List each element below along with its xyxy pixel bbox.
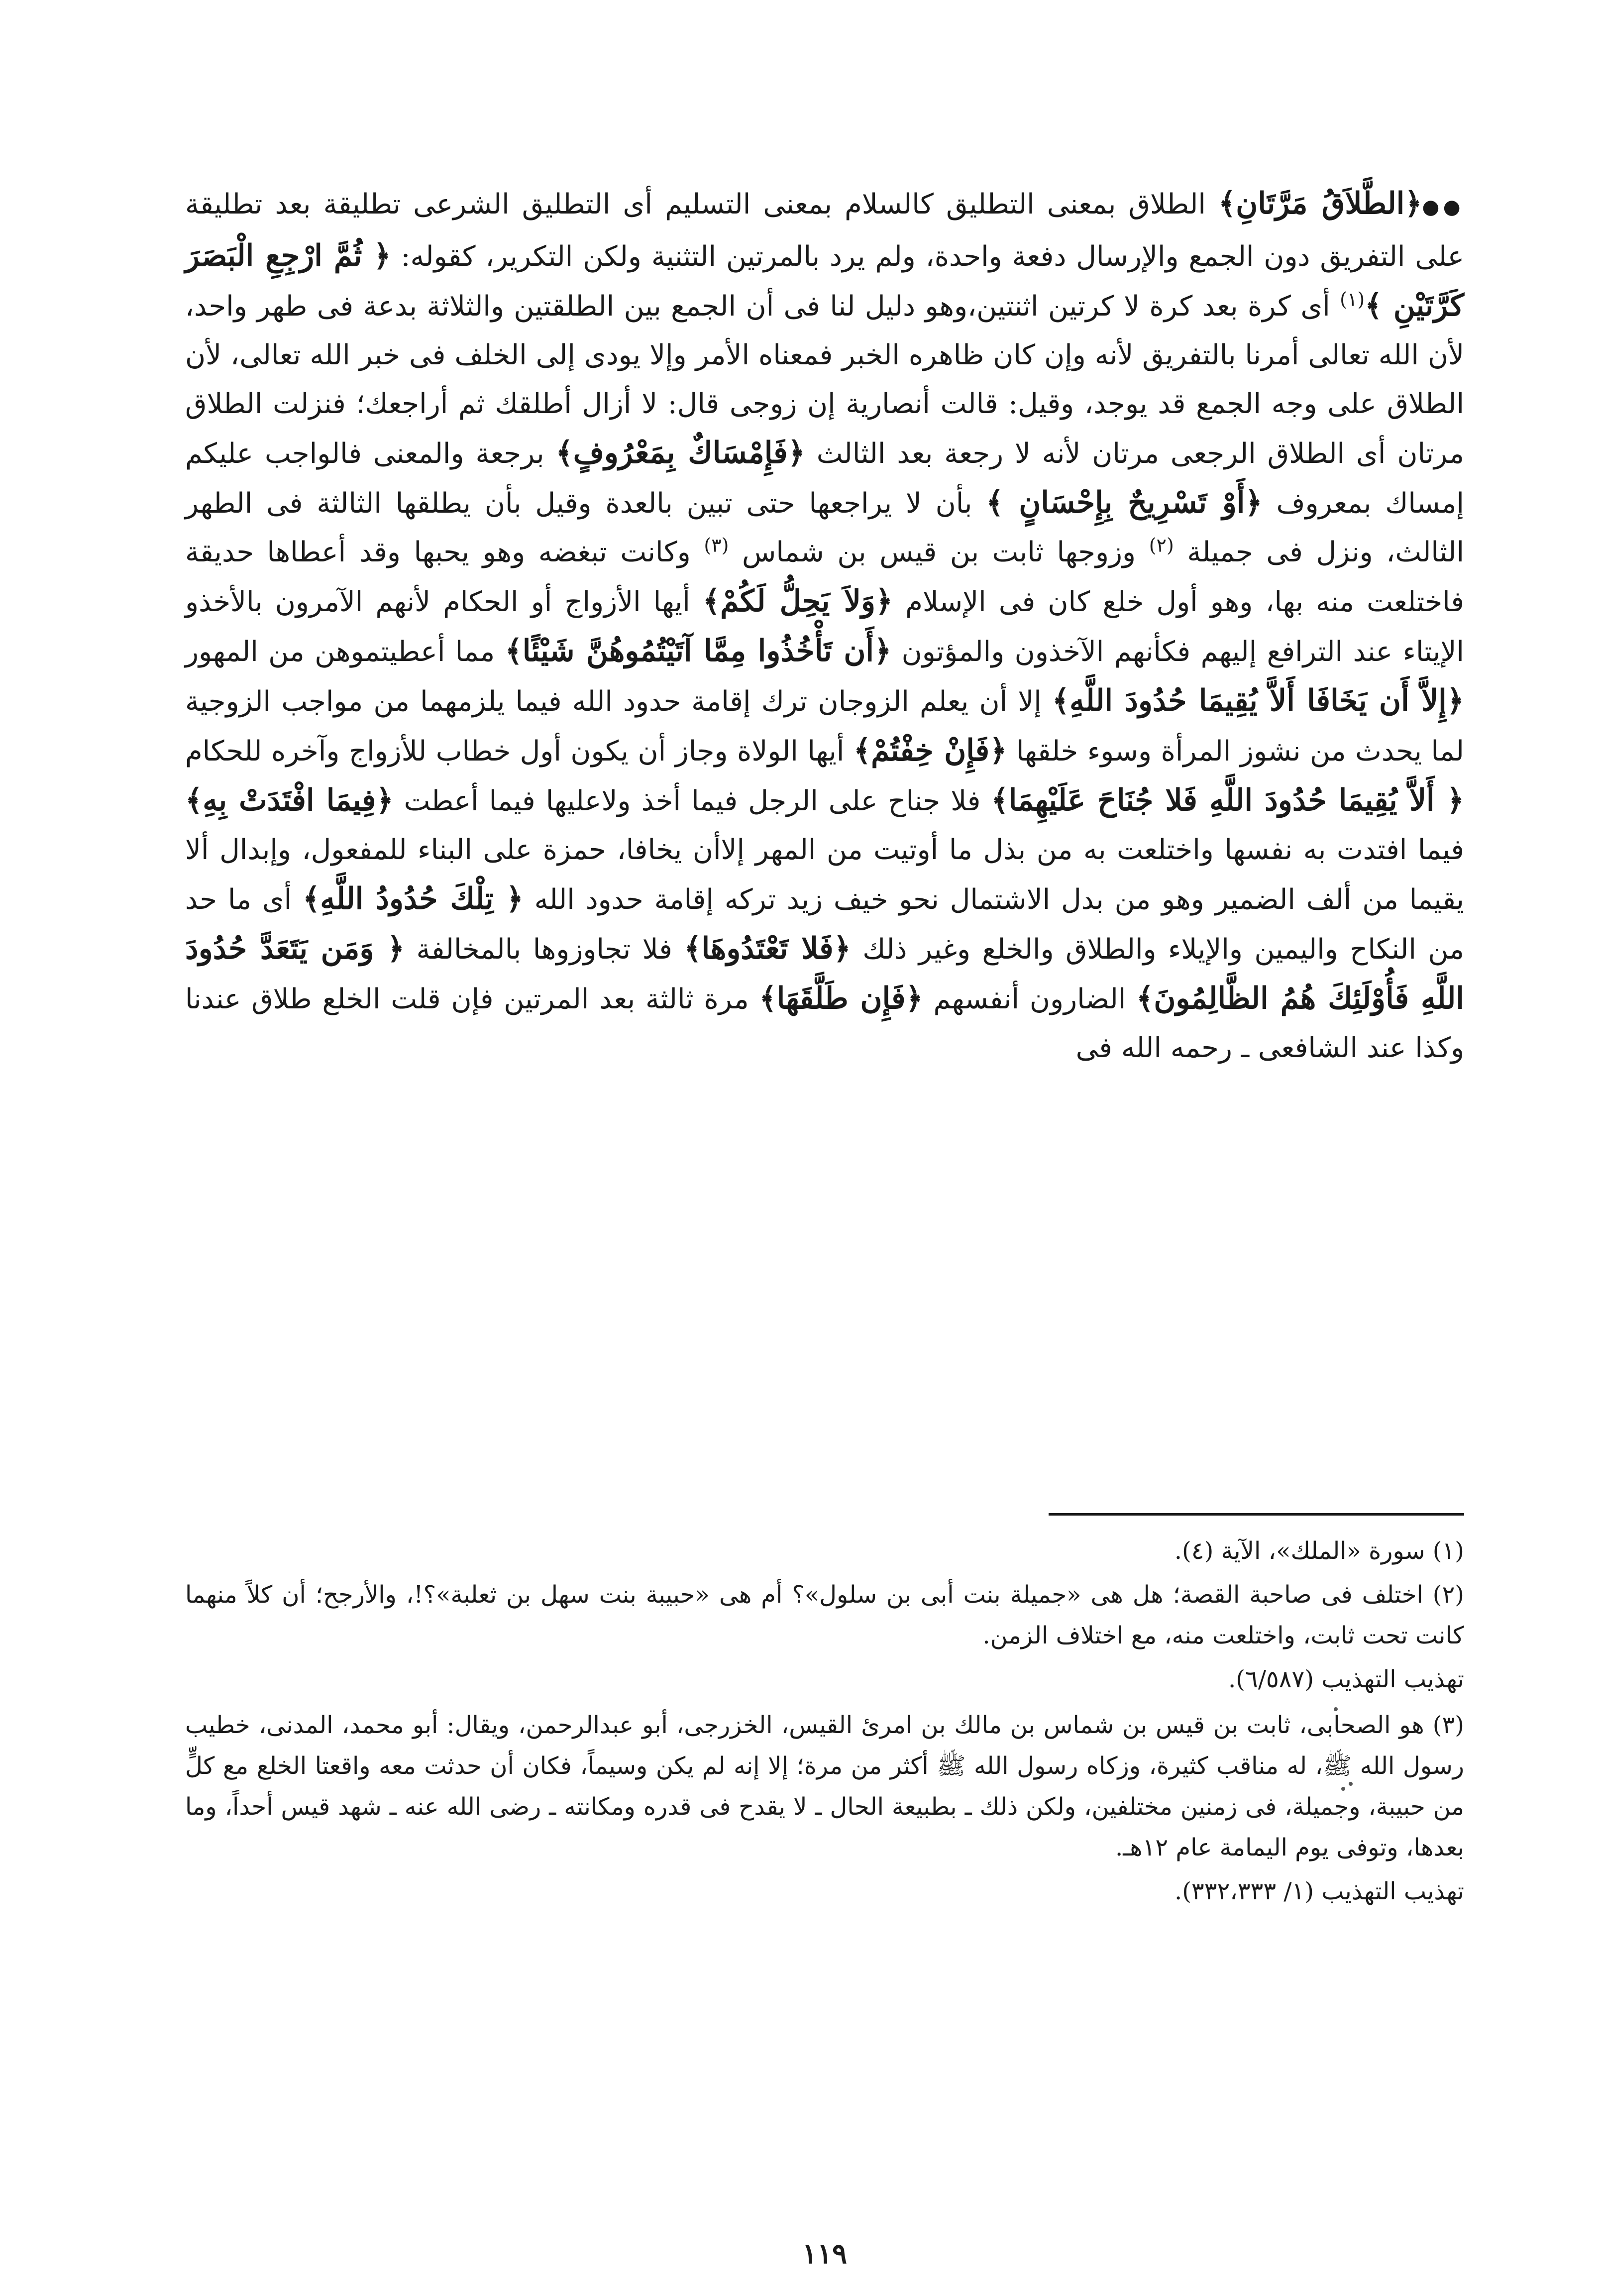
commentary-text: الضارون أنفسهم xyxy=(923,983,1137,1015)
page-number: ١١٩ xyxy=(802,2237,848,2270)
quran-quote: ﴿إِلاَّ أَن يَخَافَا أَلاَّ يُقِيمَا حُدُودَ اللَّهِ﴾ xyxy=(1052,683,1464,718)
commentary-text: بأن لا يراجعها حتى تبين بالعدة وقيل بأن يطلقها الثالثة فى الطهر الثالث، ونزل فى جميلة xyxy=(185,487,1464,568)
quran-quote: ﴿فَإِمْسَاكٌ بِمَعْرُوفٍ﴾ xyxy=(555,436,805,470)
commentary-text: أى ما حد من النكاح واليمين والإيلاء والطلاق والخلع وغير ذلك xyxy=(185,883,1464,966)
quran-quote: ﴿ ثُمَّ ارْجِعِ الْبَصَرَ كَرَّتَيْنِ ﴾ xyxy=(185,238,1464,323)
commentary-text: وزوجها ثابت بن قيس بن شماس xyxy=(729,536,1149,568)
commentary-text: إلا أن يعلم الزوجان ترك إقامة حدود الله فيما يلزمهما من مواجب الزوجية لما يحدث من نشوز المرأة وسوء خلقها xyxy=(185,685,1464,767)
quran-quote: ﴿أَوْ تَسْرِيحٌ بِإِحْسَانٍ ﴾ xyxy=(986,485,1263,520)
quran-quote: ﴿فَلا تَعْتَدُوهَا﴾ xyxy=(684,931,851,966)
commentary-text: أيها الأزواج أو الحكام لأنهم الآمرون بالأخذو الإيتاء عند الترافع إليهم فكأنهم الآخذون والمؤتون xyxy=(185,586,1464,668)
quran-quote: ﴿أَن تَأْخُذُوا مِمَّا آتَيْتُمُوهُنَّ شَيْئًا﴾ xyxy=(505,634,892,668)
commentary-text: برجعة والمعنى فالواجب عليكم إمساك بمعروف xyxy=(185,437,1464,520)
footnote-2: (٢) اختلف فى صاحبة القصة؛ هل هى «جميلة بنت أبى بن سلول»؟ أم هى «حبيبة بنت سهل بن ثعلبة»؟!، والأرجح؛ أن كلاً منهما كانت تحت ثابت، واختلعت منه، مع اختلاف الزمن. xyxy=(185,1581,1464,1649)
footnote-1: (١) سورة «الملك»، الآية (٤). xyxy=(1174,1537,1464,1565)
commentary-text: فلا جناح على الرجل فيما أخذ ولاعليها فيما أعطت xyxy=(393,785,991,817)
quran-quote: ﴿فِيمَا افْتَدَتْ بِهِ﴾ xyxy=(185,783,394,818)
commentary-text: فيما افتدت به نفسها واختلعت به من بذل ما أوتيت من المهر إلاأن يخافا، حمزة على البناء للمفعول، وإبدال ألا يقيما من ألف الضمير وهو من بدل الاشتمال نحو خيف زيد تركه إقامة حدود الله xyxy=(185,834,1464,916)
quran-quote: ﴿فَإِن طَلَّقَهَا﴾ xyxy=(759,981,923,1016)
footnote-divider xyxy=(1049,1513,1464,1516)
commentary-text: أيها الولاة وجاز أن يكون أول خطاب للأزواج وآخره للحكام xyxy=(185,735,854,767)
quran-quote: ﴿وَلاَ يَحِلُّ لَكُمْ﴾ xyxy=(702,584,893,619)
footnote-2-reference: تهذيب التهذيب (٦/٥٨٧). xyxy=(1228,1665,1464,1693)
quran-quote: ﴿فَإِنْ خِفْتُمْ﴾ xyxy=(853,733,1007,768)
book-page xyxy=(185,179,1464,2270)
commentary-text: الطلاق بمعنى التطليق كالسلام بمعنى التسليم أى التطليق الشرعى تطليقة بعد تطليقة على التفريق دون الجمع والإرسال دفعة واحدة، ولم يرد بالمرتين التثنية ولكن التكرير، كقوله: xyxy=(185,188,1464,273)
footnote-ref: (١) xyxy=(1340,288,1365,311)
commentary-text: فلا تجاوزوها بالمخالفة xyxy=(405,933,684,966)
footnote-ref: (٣) xyxy=(704,534,729,556)
quran-quote: ﴿ تِلْكَ حُدُودُ اللَّهِ﴾ xyxy=(303,881,524,916)
scan-speck xyxy=(1334,1707,1338,1711)
footnotes-section xyxy=(185,1531,1464,1917)
commentary-text: أى كرة بعد كرة لا كرتين اثنتين،وهو دليل لنا فى أن الجمع بين الطلقتين والثلاثة بدعة فى طهر واحد، لأن الله تعالى أمرنا بالتفريق لأنه وإن كان ظاهره الخبر فمعناه الأمر وإلا يودى إلى الخلف فى خبر الله تعالى، لأن الطلاق على وجه الجمع قد يوجد، وقيل: قالت أنصارية إن زوجى قال: لا أزال أطلقك ثم أراجعك؛ فنزلت الطلاق مرتان أى الطلاق الرجعى مرتان لأنه لا رجعة بعد الثالث xyxy=(185,290,1465,470)
commentary-text: مرة ثالثة بعد المرتين فإن قلت الخلع طلاق عندنا وكذا عند الشافعى ـ رحمه الله فى xyxy=(185,983,1464,1064)
quran-quote: ﴿ وَمَن يَتَعَدَّ حُدُودَ اللَّهِ فَأُوْلَئِكَ هُمُ الظَّالِمُونَ﴾ xyxy=(185,931,1464,1016)
quran-quote: ﴿الطَّلاَقُ مَرَّتَانِ﴾ xyxy=(1218,186,1422,221)
commentary-text: وكانت تبغضه وهو يحبها وقد أعطاها حديقة فاختلعت منه بها، وهو أول خلع كان فى الإسلام xyxy=(185,536,1465,618)
main-text-block xyxy=(185,179,1464,1073)
footnote-3-reference: تهذيب التهذيب (١/ ٣٣٢،٣٣٣). xyxy=(1174,1877,1464,1905)
paragraph-marker: ●● xyxy=(1422,196,1465,219)
scan-speck xyxy=(1341,1787,1345,1791)
commentary-text: مما أعطيتموهن من المهور xyxy=(185,636,505,668)
quran-quote: ﴿ أَلاَّ يُقِيمَا حُدُودَ اللَّهِ فَلا جُنَاحَ عَلَيْهِمَا﴾ xyxy=(991,783,1465,818)
scan-speck xyxy=(1349,1782,1353,1786)
footnote-3: (٣) هو الصحابى، ثابت بن قيس بن شماس بن مالك بن امرئ القيس، الخزرجى، أبو عبدالرحمن، ويقال: أبو محمد، المدنى، خطيب رسول الله ﷺ، له مناقب كثيرة، وزكاه رسول الله ﷺ أكثر من مرة؛ إلا إنه لم يكن وسيماً، فكان أن حدثت معه واقعتا الخلع مع كلٍّ من حبيبة، وجميلة، فى زمنين مختلفين، ولكن ذلك ـ بطبيعة الحال ـ لا يقدح فى قدره ومكانته ـ رضى الله عنه ـ شهد قيس أحداً، وما بعدها، وتوفى يوم اليمامة عام ١٢هـ. xyxy=(185,1711,1464,1861)
footnote-ref: (٢) xyxy=(1149,534,1174,556)
